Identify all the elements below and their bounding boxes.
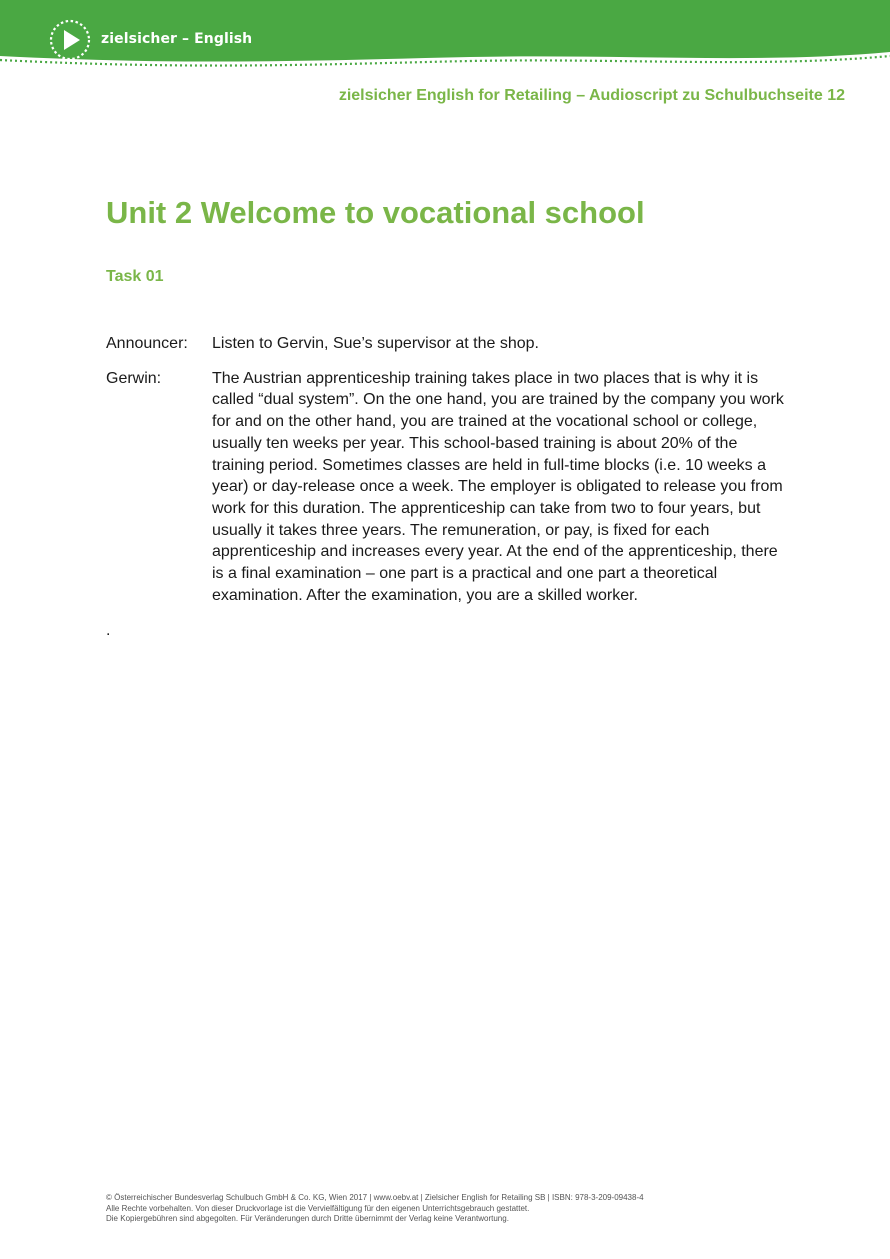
footer-line: Die Kopiergebühren sind abgegolten. Für Veränderungen durch Dritte übernimmt der Verlag keine Verantwortung.	[106, 1214, 509, 1223]
speaker-text: Listen to Gervin, Sue’s supervisor at the shop.	[212, 335, 539, 352]
task-label: Task 01	[106, 268, 164, 285]
unit-title: Unit 2 Welcome to vocational school	[106, 195, 645, 230]
speaker-name: Announcer:	[106, 335, 188, 352]
running-head: zielsicher English for Retailing – Audioscript zu Schulbuchseite 12	[338, 87, 845, 104]
copyright-footer	[106, 1193, 644, 1225]
dialogue-line-gerwin	[106, 368, 796, 607]
trailing-mark: .	[106, 622, 111, 639]
header-banner	[0, 0, 890, 80]
dialogue-line-announcer	[106, 333, 796, 355]
brand-name: zielsicher – English	[101, 31, 253, 47]
footer-line: © Österreichischer Bundesverlag Schulbuch GmbH & Co. KG, Wien 2017 | www.oebv.at | Zielsicher English for Retailing SB | ISBN: 978-3-209-09438-4	[106, 1193, 644, 1202]
footer-line: Alle Rechte vorbehalten. Von dieser Druckvorlage ist die Vervielfältigung für den eigenen Unterrichtsgebrauch gestattet.	[106, 1203, 530, 1213]
speaker-name: Gerwin:	[106, 369, 162, 387]
dialogue	[106, 333, 796, 619]
speaker-text: The Austrian apprenticeship training takes place in two places that is why it is called “dual system”. On the one hand, you are trained by the company you work for and on the other hand, you are trained at the vocational school or college, usually ten weeks per year. This school-based training is about 20% of the training period. Sometimes classes are held in full-time blocks (i.e. 10 weeks a year) or day-release once a week. The employer is obligated to release you from work for this duration. The apprenticeship can take from two to four years, but usually it takes three years. The remuneration, or pay, is fixed for each apprenticeship and increases every year. At the end of the apprenticeship, there is a final examination – one part is a practical and one part a theoretical examination. After the examination, you are a skilled worker.	[212, 369, 784, 604]
